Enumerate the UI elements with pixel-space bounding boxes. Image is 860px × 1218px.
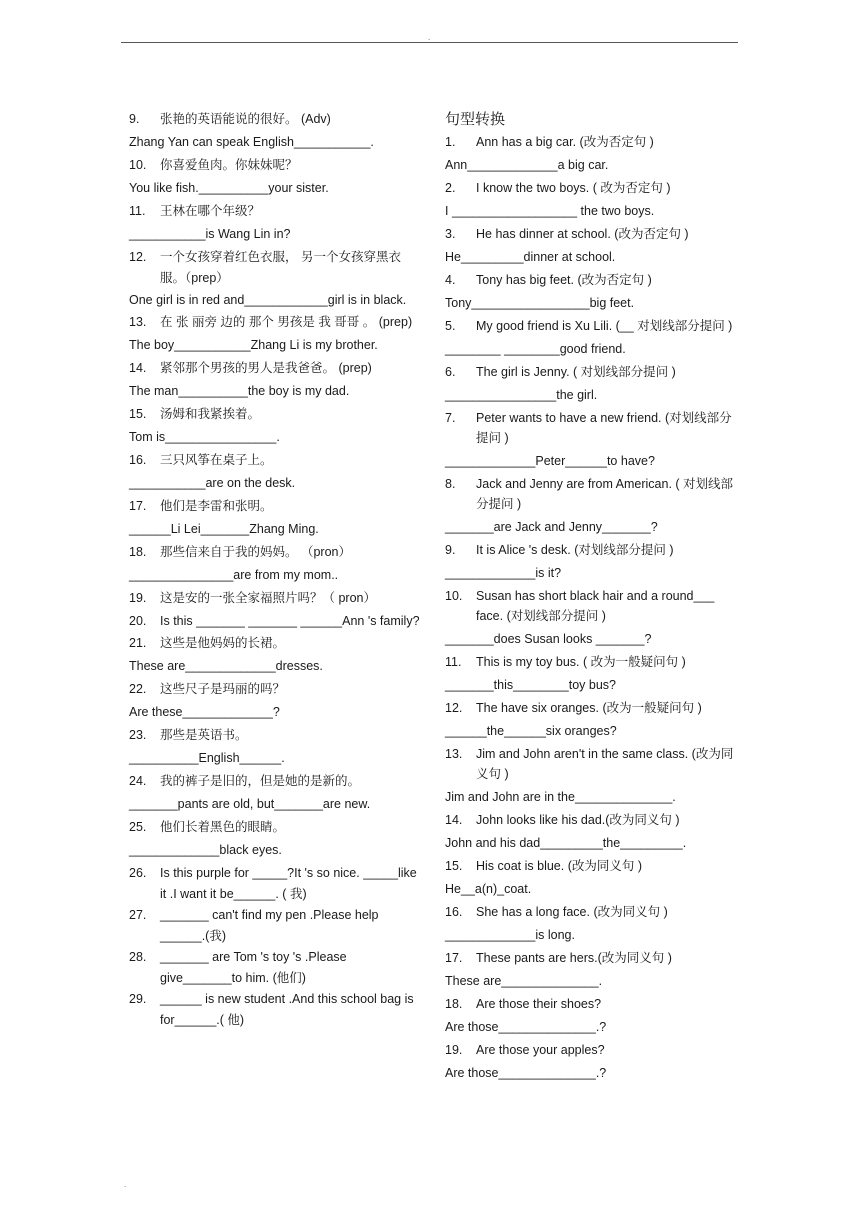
question-number: 8. xyxy=(445,476,456,491)
question-number: 14. xyxy=(129,360,147,375)
answer-line: _____________Peter______to have? xyxy=(445,453,655,468)
question-text: Is this purple for _____?It 's so nice. _____like it .I want it be______. ( 我) xyxy=(160,866,417,901)
question-item xyxy=(445,1039,737,1062)
question-item xyxy=(445,474,737,515)
question-number: 23. xyxy=(129,728,147,742)
question-number: 3. xyxy=(445,227,456,241)
question-item xyxy=(129,989,421,1030)
question-item xyxy=(445,947,737,970)
question-item xyxy=(445,408,737,449)
question-item xyxy=(129,247,421,288)
answer-line: _____________is it? xyxy=(445,565,562,580)
answer-line: The boy___________Zhang Li is my brother. xyxy=(129,337,378,352)
question-number: 5. xyxy=(445,319,456,333)
question-item xyxy=(445,901,737,924)
question-number: 4. xyxy=(445,273,456,287)
question-text: 这是安的一张全家福照片吗？（ pron） xyxy=(160,590,376,605)
question-text: Are those your apples? xyxy=(476,1042,605,1057)
answer-line: ________________the girl. xyxy=(445,387,598,402)
question-item xyxy=(129,678,421,701)
answer-line: Tom is________________. xyxy=(129,429,280,444)
question-number: 7. xyxy=(445,410,456,425)
question-number: 17. xyxy=(129,498,147,513)
question-number: 12. xyxy=(129,250,147,264)
header-mark: . xyxy=(428,33,431,42)
question-text: Jack and Jenny are from American. ( 对划线部分提问 ) xyxy=(476,476,734,511)
question-text: 我的裤子是旧的，但是她的是新的。 xyxy=(160,774,361,788)
question-text: 这些尺子是玛丽的吗？ xyxy=(160,682,286,696)
question-text: Tony has big feet. (改为否定句 ) xyxy=(476,273,652,287)
answer-line: Ann_____________a big car. xyxy=(445,158,609,172)
question-text: 一个女孩穿着红色衣服， 另一个女孩穿黑衣服。（prep） xyxy=(160,250,401,285)
answer-line: _______________are from my mom.. xyxy=(129,567,339,582)
question-number: 29. xyxy=(129,992,147,1006)
question-text: 在 张 丽旁 边的 那个 男孩是 我 哥哥 。 (prep) xyxy=(160,315,413,329)
question-text: Jim and John aren't in the same class. (改为同义句 ) xyxy=(476,746,734,781)
question-text: ______ is new student .And this school bag is for______.( 他) xyxy=(160,992,414,1027)
question-item xyxy=(129,587,421,610)
answer-line: __________English______. xyxy=(129,751,285,765)
answer-line: Are these_____________? xyxy=(129,705,280,719)
answer-line: Are those______________.? xyxy=(445,1019,607,1034)
question-number: 18. xyxy=(129,544,147,559)
question-item xyxy=(129,312,421,333)
question-number: 2. xyxy=(445,181,456,195)
answer-line: _____________is long. xyxy=(445,927,575,942)
question-text: Peter wants to have a new friend. (对划线部分提问 ) xyxy=(476,410,732,445)
question-number: 11. xyxy=(129,204,146,218)
question-number: 16. xyxy=(129,452,147,467)
question-number: 15. xyxy=(445,858,463,873)
question-item xyxy=(129,611,421,632)
question-number: 21. xyxy=(129,636,147,650)
question-item xyxy=(129,632,421,655)
answer-line: ______the______six oranges? xyxy=(445,723,617,738)
question-number: 17. xyxy=(445,950,463,965)
section-heading: 句型转换 xyxy=(445,110,506,128)
answer-line: Jim and John are in the______________. xyxy=(445,789,676,804)
question-number: 1. xyxy=(445,135,456,149)
question-item xyxy=(445,586,737,627)
answer-line: _______pants are old, but_______are new. xyxy=(129,797,371,811)
question-number: 13. xyxy=(129,315,147,329)
question-item xyxy=(129,724,421,747)
question-item xyxy=(445,269,737,292)
answer-line: _______are Jack and Jenny_______? xyxy=(445,519,658,534)
question-text: These pants are hers.(改为同义句 ) xyxy=(476,950,672,965)
answer-line: I __________________ the two boys. xyxy=(445,204,655,218)
question-number: 19. xyxy=(445,1042,463,1057)
question-text: 他们长着黑色的眼睛。 xyxy=(160,820,286,834)
question-item xyxy=(445,539,737,562)
question-item xyxy=(445,744,737,785)
question-text: 三只风筝在桌子上。 xyxy=(160,452,273,467)
question-text: 这些是他妈妈的长裙。 xyxy=(160,636,286,650)
answer-line: He__a(n)_coat. xyxy=(445,881,532,896)
question-number: 9. xyxy=(129,112,140,126)
question-text: It is Alice 's desk. (对划线部分提问 ) xyxy=(476,542,674,557)
question-item xyxy=(445,316,737,337)
question-text: He has dinner at school. (改为否定句 ) xyxy=(476,227,689,241)
question-text: John looks like his dad.(改为同义句 ) xyxy=(476,812,680,827)
question-number: 10. xyxy=(445,588,463,603)
question-text: I know the two boys. ( 改为否定句 ) xyxy=(476,181,671,195)
answer-line: ___________are on the desk. xyxy=(129,475,296,490)
question-number: 25. xyxy=(129,820,147,834)
footer-mark: . xyxy=(124,1180,127,1189)
question-item xyxy=(129,770,421,793)
question-item xyxy=(445,177,737,200)
answer-line: ______Li Lei_______Zhang Ming. xyxy=(129,521,319,536)
question-text: 紧邻那个男孩的男人是我爸爸。 (prep) xyxy=(160,360,372,375)
question-text: 你喜爱鱼肉。你妹妹呢？ xyxy=(160,158,298,172)
question-item xyxy=(445,809,737,832)
question-text: _______ are Tom 's toy 's .Please give_______to him. (他们) xyxy=(160,950,347,985)
question-number: 27. xyxy=(129,908,147,922)
question-text: His coat is blue. (改为同义句 ) xyxy=(476,858,643,873)
question-item xyxy=(445,361,737,384)
answer-line: John and his dad_________the_________. xyxy=(445,835,687,850)
answer-line: _____________black eyes. xyxy=(129,843,282,857)
question-text: 那些信来自于我的妈妈。 （pron） xyxy=(160,544,351,559)
question-item xyxy=(129,200,421,223)
question-text: 他们是李雷和张明。 xyxy=(160,498,273,513)
question-number: 20. xyxy=(129,613,147,628)
answer-line: These are______________. xyxy=(445,973,603,988)
question-item xyxy=(445,697,737,720)
answer-line: ________ ________good friend. xyxy=(445,341,626,356)
question-item xyxy=(129,541,421,564)
answer-line: Are those______________.? xyxy=(445,1065,607,1080)
question-number: 9. xyxy=(445,542,456,557)
right-column xyxy=(445,108,737,1085)
question-text: Susan has short black hair and a round___ face. (对划线部分提问 ) xyxy=(476,588,715,623)
answer-line: These are_____________dresses. xyxy=(129,659,323,673)
answer-line: One girl is in red and____________girl is in black. xyxy=(129,293,407,307)
question-text: She has a long face. (改为同义句 ) xyxy=(476,904,668,919)
answer-line: You like fish.__________your sister. xyxy=(129,181,329,195)
question-item xyxy=(445,223,737,246)
answer-line: ___________is Wang Lin in? xyxy=(129,227,291,241)
question-item xyxy=(129,816,421,839)
question-item xyxy=(129,863,421,904)
question-item xyxy=(129,357,421,380)
question-item xyxy=(129,495,421,518)
question-item xyxy=(445,651,737,674)
question-item xyxy=(129,108,421,131)
question-item xyxy=(129,403,421,426)
question-item xyxy=(445,993,737,1016)
question-text: 王林在哪个年级？ xyxy=(160,204,261,218)
left-column xyxy=(129,108,421,1031)
answer-line: He_________dinner at school. xyxy=(445,250,616,264)
question-number: 19. xyxy=(129,590,147,605)
question-text: My good friend is Xu Lili. (__ 对划线部分提问 ) xyxy=(476,319,733,333)
question-number: 14. xyxy=(445,812,463,827)
question-number: 11. xyxy=(445,654,462,669)
question-number: 16. xyxy=(445,904,463,919)
question-number: 26. xyxy=(129,866,147,880)
question-number: 15. xyxy=(129,406,147,421)
question-text: The have six oranges. (改为一般疑问句 ) xyxy=(476,700,702,715)
question-item xyxy=(445,131,737,154)
question-text: 张艳的英语能说的很好。 (Adv) xyxy=(160,112,331,126)
question-text: This is my toy bus. ( 改为一般疑问句 ) xyxy=(476,654,686,669)
answer-line: _______this________toy bus? xyxy=(445,677,616,692)
question-number: 28. xyxy=(129,950,147,964)
question-text: 那些是英语书。 xyxy=(160,728,248,742)
question-text: _______ can't find my pen .Please help ______.(我) xyxy=(160,908,379,943)
answer-line: Zhang Yan can speak English___________. xyxy=(129,135,374,149)
question-number: 24. xyxy=(129,774,147,788)
answer-line: Tony_________________big feet. xyxy=(445,296,635,310)
answer-line: _______does Susan looks _______? xyxy=(445,631,652,646)
question-item xyxy=(129,449,421,472)
question-text: Ann has a big car. (改为否定句 ) xyxy=(476,135,654,149)
answer-line: The man__________the boy is my dad. xyxy=(129,383,350,398)
question-text: 汤姆和我紧挨着。 xyxy=(160,406,261,421)
question-text: Are those their shoes? xyxy=(476,996,602,1011)
question-item xyxy=(129,154,421,177)
header-rule xyxy=(121,42,738,43)
question-number: 18. xyxy=(445,996,463,1011)
question-text: Is this _______ _______ ______Ann 's family? xyxy=(160,613,420,628)
question-item xyxy=(445,855,737,878)
question-number: 6. xyxy=(445,364,456,379)
question-number: 10. xyxy=(129,158,147,172)
question-item xyxy=(129,947,421,988)
question-item xyxy=(129,905,421,946)
right-items xyxy=(445,131,737,1085)
question-number: 22. xyxy=(129,682,147,696)
question-text: The girl is Jenny. ( 对划线部分提问 ) xyxy=(476,364,676,379)
question-number: 13. xyxy=(445,746,463,761)
question-number: 12. xyxy=(445,700,463,715)
